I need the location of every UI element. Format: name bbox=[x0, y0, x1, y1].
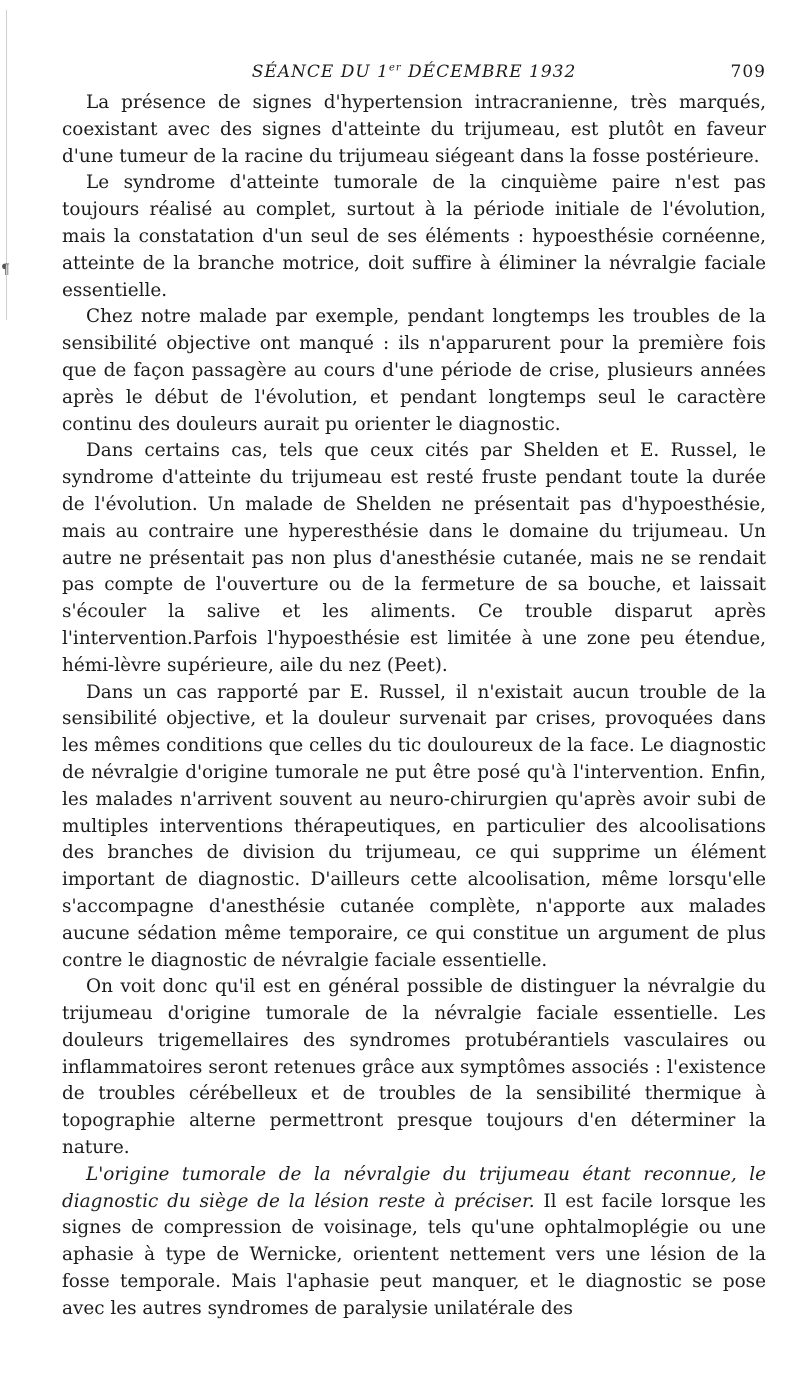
paragraph-7-text: Il est facile lorsque les signes de compression de voisinage, tels qu'une ophtalmoplégie ou une aphasie à type de Wernicke, orientent nettement vers une lésion de la fosse temporale. Mais l'aphasie peut manquer, et le diagnostic se pose avec les autres syndromes de paralysie unilatérale des bbox=[62, 1190, 766, 1319]
page-number: 709 bbox=[730, 62, 766, 82]
paragraph-4: Dans certains cas, tels que ceux cités par Shelden et E. Russel, le syndrome d'atteinte du trijumeau est resté fruste pendant toute la durée de l'évolution. Un malade de Shelden ne présentait pas d'hypoesthésie, mais au contraire une hyperesthésie dans le domaine du trijumeau. Un autre ne présentait pas non plus d'anesthésie cutanée, mais ne se rendait pas compte de l'ouverture ou de la fermeture de sa bouche, et laissait s'écouler la salive et les aliments. Ce trouble disparut après l'intervention.Parfois l'hypoesthésie est limitée à une zone peu étendue, hémi-lèvre supérieure, aile du nez (Peet). bbox=[62, 440, 766, 676]
paragraph-5: Dans un cas rapporté par E. Russel, il n'existait aucun trouble de la sensibilité objective, et la douleur survenait par crises, provoquées dans les mêmes conditions que celles du tic douloureux de la face. Le diagnostic de névralgie d'origine tumorale ne put être posé qu'à l'intervention. Enfin, les malades n'arrivent souvent au neuro-chirurgien qu'après avoir subi de multiples interventions thérapeutiques, en particulier des alcoolisations des branches de division du trijumeau, ce qui supprime un élément important de diagnostic. D'ailleurs cette alcoolisation, même lorsqu'elle s'accompagne d'anesthésie cutanée complète, n'apporte aux malades aucune sédation même temporaire, ce qui constitue un argument de plus contre le diagnostic de névralgie faciale essentielle. bbox=[62, 681, 766, 971]
margin-mark: ¶ bbox=[1, 262, 10, 278]
italic-lead: L'origine tumorale de la névralgie du trijumeau étant reconnue, le diagnostic du siège de la lésion reste à préciser. bbox=[62, 1163, 766, 1212]
page bbox=[62, 62, 766, 1323]
paragraph-6: On voit donc qu'il est en général possible de distinguer la névralgie du trijumeau d'origine tumorale de la névralgie faciale essentielle. Les douleurs trigemellaires des syndromes protubérantiels vasculaires ou inflammatoires seront retenues grâce aux symptômes associés : l'existence de troubles cérébelleux et de troubles de la sensibilité thermique à topographie alterne permettront presque toujours d'en déterminer la nature. bbox=[62, 976, 766, 1159]
running-header bbox=[62, 62, 766, 84]
paragraph-7 bbox=[62, 1162, 766, 1323]
paragraph-1: La présence de signes d'hypertension intracranienne, très marqués, coexistant avec des signes d'atteinte du trijumeau, est plutôt en faveur d'une tumeur de la racine du trijumeau siégeant dans la fosse postérieure. bbox=[62, 92, 766, 167]
paragraph-3: Chez notre malade par exemple, pendant longtemps les troubles de la sensibilité objective ont manqué : ils n'apparurent pour la première fois que de façon passagère au cours d'une période de crise, plusieurs années après le début de l'évolution, et pendant longtemps seul le caractère continu des douleurs aurait pu orienter le diagnostic. bbox=[62, 306, 766, 435]
running-title: SÉANCE DU 1er DÉCEMBRE 1932 bbox=[251, 62, 577, 82]
body-text bbox=[62, 90, 766, 1323]
paragraph-2: Le syndrome d'atteinte tumorale de la cinquième paire n'est pas toujours réalisé au complet, surtout à la période initiale de l'évolution, mais la constatation d'un seul de ses éléments : hypoesthésie cornéenne, atteinte de la branche motrice, doit suffire à éliminer la névralgie faciale essentielle. bbox=[62, 172, 766, 301]
